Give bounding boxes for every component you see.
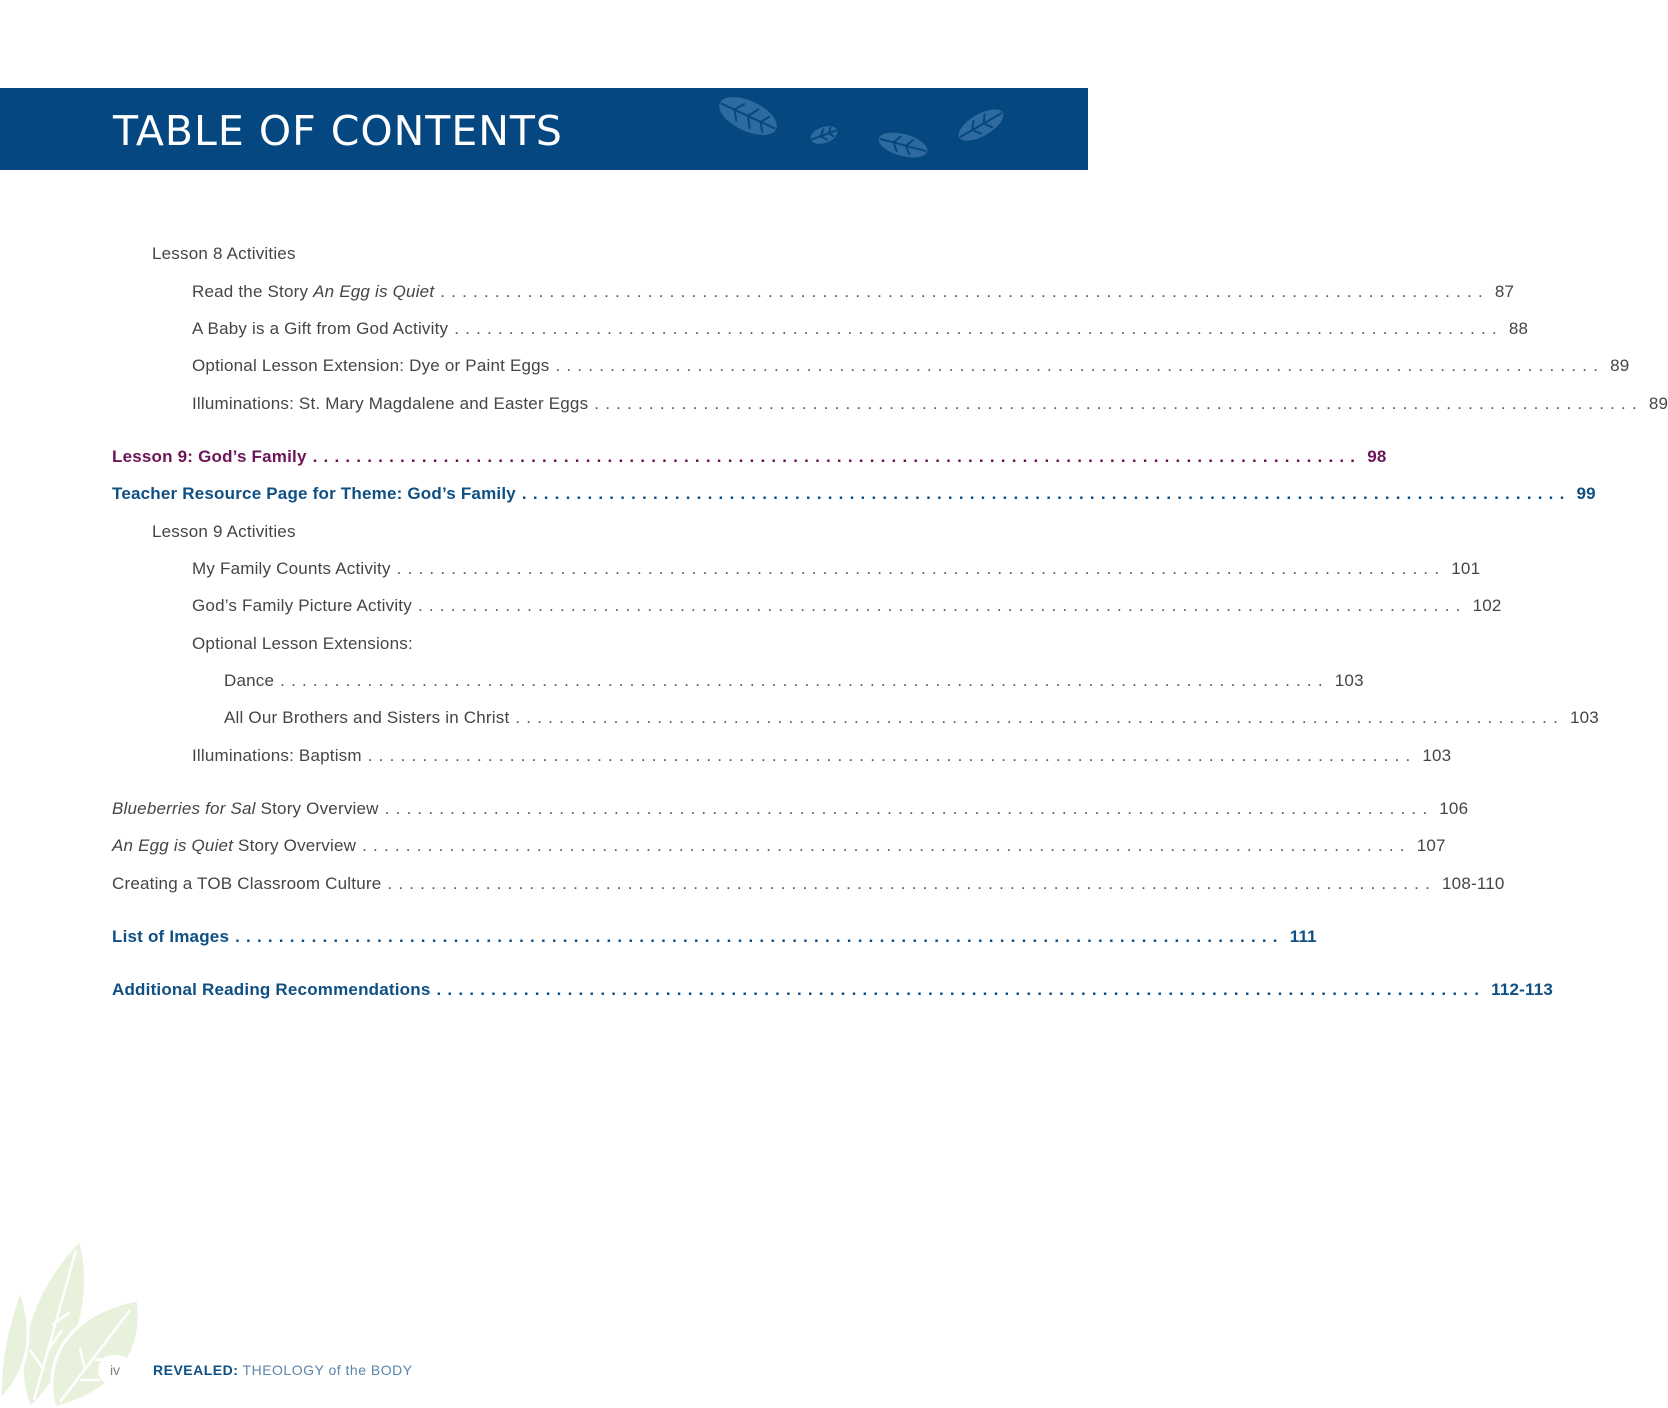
toc-page-number: 107 — [1416, 836, 1446, 855]
dot-leader: ................................................................................................ — [362, 836, 1411, 855]
dot-leader: ................................................................................................ — [440, 282, 1489, 301]
leaf-watermark-icon — [0, 1230, 150, 1408]
toc-entry[interactable] — [192, 594, 1502, 618]
toc-section-entry[interactable] — [112, 978, 1554, 1002]
dot-leader: ................................................................................................ — [387, 874, 1437, 893]
toc-page-number: 106 — [1439, 799, 1469, 818]
toc-heading-lesson-9-activities — [152, 520, 976, 544]
toc-entry-title: All Our Brothers and Sisters in Christ — [224, 708, 510, 727]
toc-page-number: 112-113 — [1491, 980, 1554, 999]
running-footer — [153, 1360, 413, 1380]
toc-entry-title: Lesson 9 Activities — [152, 522, 296, 541]
toc-entry[interactable] — [192, 392, 1668, 416]
toc-entry-title: Dance — [224, 671, 275, 690]
toc-section-entry[interactable] — [112, 482, 1596, 506]
dot-leader: ................................................................................................ — [436, 980, 1486, 999]
toc-page-number: 98 — [1367, 447, 1387, 466]
toc-entry-title: Creating a TOB Classroom Culture — [112, 874, 382, 893]
dot-leader: ................................................................................................ — [312, 447, 1362, 466]
toc-entry-title: Blueberries for Sal Story Overview — [112, 799, 379, 818]
toc-entry-title: Illuminations: St. Mary Magdalene and Easter Eggs — [192, 394, 589, 413]
toc-entry[interactable] — [112, 872, 1505, 896]
toc-entry[interactable] — [112, 834, 1446, 858]
toc-entry-title: A Baby is a Gift from God Activity — [192, 319, 449, 338]
toc-page-number: 89 — [1648, 394, 1668, 413]
dot-leader: ................................................................................................ — [454, 319, 1503, 338]
toc-entry-title: Teacher Resource Page for Theme: God’s Family — [112, 484, 516, 503]
toc-entry[interactable] — [112, 797, 1469, 821]
toc-entry-title: An Egg is Quiet Story Overview — [112, 836, 357, 855]
toc-heading-lesson-8-activities — [152, 242, 976, 266]
toc-entry-title: My Family Counts Activity — [192, 559, 391, 578]
page-number: iv — [98, 1355, 132, 1385]
toc-entry[interactable] — [192, 354, 1630, 378]
toc-entry[interactable] — [224, 669, 1364, 693]
dot-leader: ................................................................................................ — [280, 671, 1329, 690]
toc-entry-title: Illuminations: Baptism — [192, 746, 362, 765]
dot-leader: ................................................................................................ — [396, 559, 1446, 578]
toc-page-number: 103 — [1334, 671, 1364, 690]
toc-page-number: 111 — [1289, 927, 1317, 946]
toc-page-number: 87 — [1494, 282, 1515, 301]
toc-entry-title: Lesson 9: God’s Family — [112, 447, 307, 466]
dot-leader: ................................................................................................ — [384, 799, 1434, 818]
toc-entry[interactable] — [192, 317, 1529, 341]
dot-leader: ................................................................................................ — [594, 394, 1643, 413]
toc-entry[interactable] — [192, 557, 1481, 581]
toc-entry-title: Optional Lesson Extension: Dye or Paint Eggs — [192, 356, 550, 375]
series-title-rest: THEOLOGY of the BODY — [238, 1362, 413, 1378]
toc-page-number: 99 — [1576, 484, 1596, 503]
dot-leader: ................................................................................................ — [515, 708, 1564, 727]
toc-page-number: 101 — [1451, 559, 1481, 578]
toc-entry-title: Lesson 8 Activities — [152, 244, 296, 263]
toc-entry[interactable] — [224, 706, 1599, 730]
page-title: TABLE OF CONTENTS — [113, 107, 563, 155]
series-title-bold: REVEALED: — [153, 1362, 239, 1378]
toc-page-number: 103 — [1422, 746, 1452, 765]
toc-entry-title: Read the Story An Egg is Quiet — [192, 282, 435, 301]
dot-leader: ................................................................................................ — [417, 596, 1467, 615]
toc-entry-title: Additional Reading Recommendations — [112, 980, 431, 999]
toc-lesson-entry[interactable] — [112, 445, 1387, 469]
toc-entry[interactable] — [192, 280, 1515, 304]
toc-page-number: 102 — [1472, 596, 1502, 615]
toc-page-number: 103 — [1570, 708, 1599, 727]
dot-leader: ................................................................................................ — [521, 484, 1571, 503]
toc-page-number: 89 — [1610, 356, 1630, 375]
toc-entry-title: Optional Lesson Extensions: — [192, 634, 413, 653]
toc-page-number: 108-110 — [1442, 874, 1505, 893]
toc-entry[interactable] — [192, 744, 1452, 768]
dot-leader: ................................................................................................ — [555, 356, 1605, 375]
toc-entry-title: List of Images — [112, 927, 230, 946]
toc-page-number: 88 — [1508, 319, 1529, 338]
toc-section-entry[interactable] — [112, 925, 1317, 949]
toc-heading-optional-extensions — [192, 632, 976, 656]
toc-entry-title: God’s Family Picture Activity — [192, 596, 412, 615]
dot-leader: ................................................................................................ — [235, 927, 1284, 946]
dot-leader: ................................................................................................ — [367, 746, 1417, 765]
